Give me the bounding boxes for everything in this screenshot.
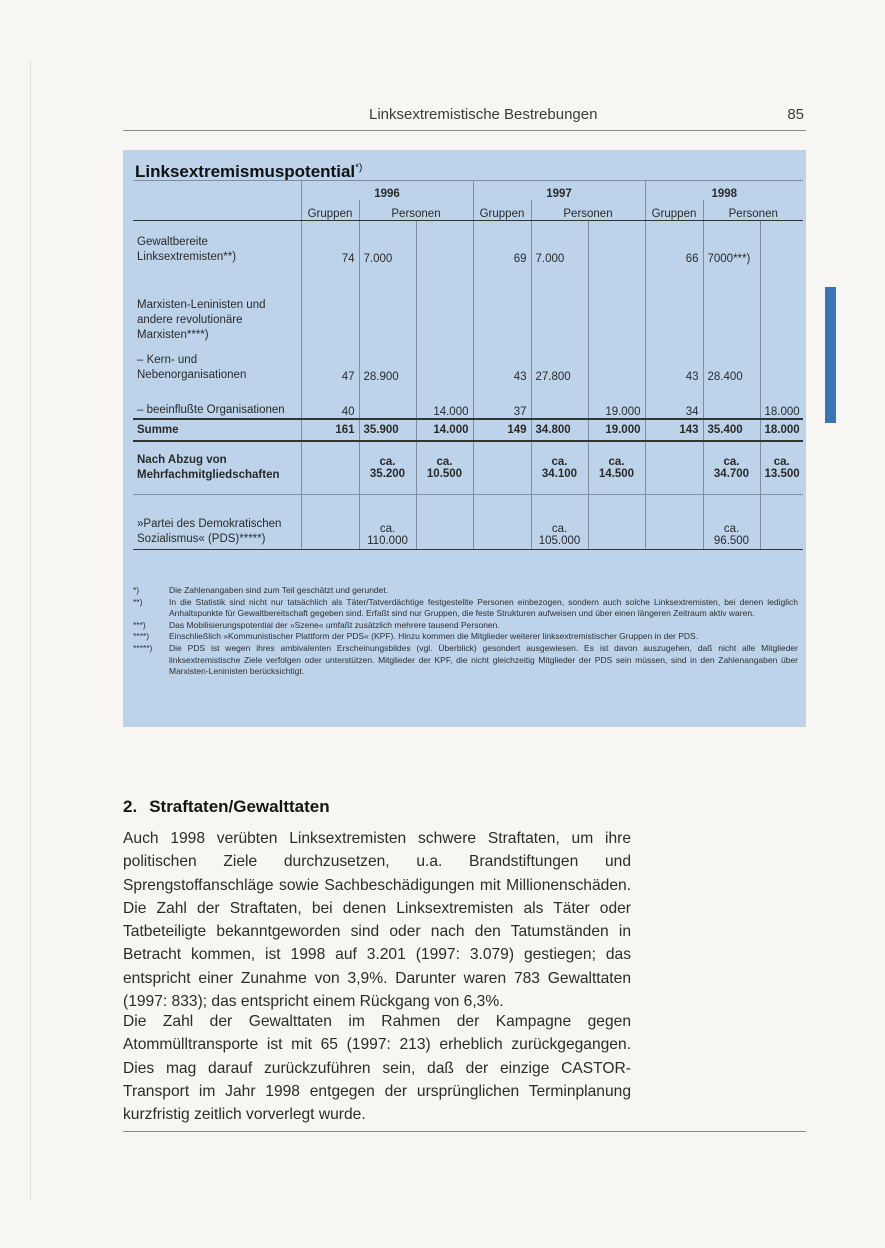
col-persons: Personen xyxy=(359,200,473,221)
cell-persons-influenced xyxy=(760,343,803,383)
cell-groups: 47 xyxy=(301,343,359,383)
col-groups: Gruppen xyxy=(645,200,703,221)
row-label: – Kern- und Nebenorganisationen xyxy=(137,353,247,381)
cell-groups: 74 xyxy=(301,221,359,265)
cell-persons-influenced: 19.000 xyxy=(588,383,645,419)
footnote: ****) Einschließlich »Kommunistischer Plattform der PDS« (KPF). Hinzu kommen die Mitglieder weiterer linksextremistischer Gruppen in der PDS. xyxy=(133,631,699,642)
table-title-text: Linksextremismuspotential xyxy=(135,162,356,181)
cell-groups: 149 xyxy=(473,419,531,441)
cell-persons-influenced: ca. 14.500 xyxy=(588,441,645,495)
cell-groups: 43 xyxy=(645,343,703,383)
cell-persons: ca. 105.000 xyxy=(531,494,588,549)
cell-persons: 7.000 xyxy=(359,221,416,265)
statistics-box xyxy=(123,150,806,727)
cell-persons xyxy=(531,383,588,419)
footnote: ***) Das Mobilisierungspotential der »Szene« umfaßt zusätzlich mehrere tausend Personen. xyxy=(133,619,500,630)
cell-persons-influenced xyxy=(416,343,473,383)
running-title: Linksextremistische Bestrebungen xyxy=(369,106,598,123)
cell-groups: 43 xyxy=(473,343,531,383)
table-row-kern xyxy=(133,343,803,383)
cell-persons-influenced xyxy=(760,221,803,265)
col-persons: Personen xyxy=(703,200,803,221)
year-header: 1998 xyxy=(645,181,803,201)
table-row-pds xyxy=(133,494,803,549)
footnote: **) In die Statistik sind nicht nur tatsächlich als Täter/Tatverdächtige festgestellte Personen einbezogen, sondern auch solche Linksextremisten, bei denen lediglich Anhaltspunkte für Gewaltbereitschaft gegeben sind. Erfaßt sind nur Gruppen, die feste Strukturen aufweisen und über einen längeren Zeitraum aktiv waren. xyxy=(133,596,798,619)
cell-persons-influenced: 14.000 xyxy=(416,383,473,419)
chapter-tab-marker xyxy=(825,287,836,423)
section-number: 2. xyxy=(123,797,138,816)
body-paragraph: Die Zahl der Gewalttaten im Rahmen der Kampagne gegen Atommülltransporte ist mit 65 (1997: 213) erheblich zurückgegangen. Dies mag darauf zurückzuführen sein, daß der einzige CASTOR-Transport im Jahr 1998 entgegen der ursprünglichen Terminplanung kurzfristig zeitlich vorverlegt wurde. xyxy=(123,1013,631,1124)
cell-persons: 34.800 xyxy=(531,419,588,441)
col-groups: Gruppen xyxy=(301,200,359,221)
cell-persons: 7.000 xyxy=(531,221,588,265)
table-row-summe xyxy=(133,419,803,441)
cell-groups: 161 xyxy=(301,419,359,441)
header-rule xyxy=(123,130,806,131)
row-label: Summe xyxy=(133,419,301,441)
footnote: *) Die Zahlenangaben sind zum Teil geschätzt und gerundet. xyxy=(133,585,389,595)
cell-groups: 66 xyxy=(645,221,703,265)
table-row-beeinflusst xyxy=(133,383,803,419)
running-header xyxy=(123,106,806,128)
table-footnotes xyxy=(133,585,798,678)
col-persons: Personen xyxy=(531,200,645,221)
table-row-marxisten xyxy=(133,265,803,343)
cell-groups: 34 xyxy=(645,383,703,419)
cell-persons: 28.900 xyxy=(359,343,416,383)
table-row-abzug xyxy=(133,441,803,495)
year-header-row xyxy=(133,181,803,201)
cell-persons-influenced: 18.000 xyxy=(760,383,803,419)
cell-persons-influenced xyxy=(588,221,645,265)
cell-persons-influenced: 14.000 xyxy=(416,419,473,441)
cell-groups: 40 xyxy=(301,383,359,419)
cell-persons-influenced: ca. 10.500 xyxy=(416,441,473,495)
col-groups: Gruppen xyxy=(473,200,531,221)
section-heading xyxy=(123,797,330,817)
row-label: »Partei des Demokratischen Sozialismus« (PDS)*****) xyxy=(133,494,301,549)
cell-groups: 143 xyxy=(645,419,703,441)
footer-rule xyxy=(123,1131,806,1132)
subheader-row xyxy=(133,200,803,221)
year-header: 1997 xyxy=(473,181,645,201)
cell-persons: ca. 34.100 xyxy=(531,441,588,495)
cell-persons: 27.800 xyxy=(531,343,588,383)
row-label: Marxisten-Leninisten und andere revolutionäre Marxisten****) xyxy=(137,298,266,341)
cell-persons: 35.400 xyxy=(703,419,760,441)
footnote: *****) Die PDS ist wegen ihres ambivalenten Erscheinungsbildes (vgl. Überblick) gesondert ausgewiesen. Es ist davon auszugehen, daß nicht alle Mitglieder linksextremistische Ziele verfolgen oder unterstützen. Mitglieder der KPF, die nicht gleichzeitig Mitglieder der PDS sein müssen, sind in den Zahlenangaben über Marxisten-Leninisten berücksichtigt. xyxy=(133,642,798,677)
cell-persons: 28.400 xyxy=(703,343,760,383)
table-row-gewaltbereite xyxy=(133,221,803,265)
cell-groups: 69 xyxy=(473,221,531,265)
cell-persons-influenced: ca. 13.500 xyxy=(760,441,803,495)
year-header: 1996 xyxy=(301,181,473,201)
scan-edge xyxy=(30,60,39,1200)
cell-persons: ca. 96.500 xyxy=(703,494,760,549)
row-label: Nach Abzug von Mehrfachmitgliedschaften xyxy=(133,441,301,495)
table-title xyxy=(135,162,362,182)
cell-persons-influenced: 19.000 xyxy=(588,419,645,441)
cell-persons: 35.900 xyxy=(359,419,416,441)
cell-persons: ca. 34.700 xyxy=(703,441,760,495)
cell-persons xyxy=(703,383,760,419)
cell-persons: ca. 110.000 xyxy=(359,494,416,549)
table-title-marker: *) xyxy=(355,162,363,174)
cell-persons: ca. 35.200 xyxy=(359,441,416,495)
cell-persons-influenced: 18.000 xyxy=(760,419,803,441)
row-label: – beeinflußte Organisationen xyxy=(137,403,285,416)
section-title: Straftaten/Gewalttaten xyxy=(149,797,330,816)
cell-persons: 7000***) xyxy=(703,221,760,265)
cell-persons-influenced xyxy=(588,343,645,383)
cell-persons xyxy=(359,383,416,419)
row-label: Gewaltbereite Linksextremisten**) xyxy=(137,235,237,263)
cell-groups: 37 xyxy=(473,383,531,419)
body-paragraph: Auch 1998 verübten Linksextremisten schwere Straftaten, um ihre politischen Ziele durchzusetzen, u.a. Brandstiftungen und Sprengstoffanschläge sowie Sachbeschädigungen mit Millionenschäden. Die Zahl der Straftaten, bei denen Linksextremisten als Täter oder Tatbeteiligte bekanntgeworden sind oder nach den Tatumständen in Betracht kommen, ist 1998 auf 3.201 (1997: 3.079) gestiegen; das entspricht einer Zunahme von 3,9%. Darunter waren 783 Gewalttaten (1997: 833); das entspricht einem Rückgang von 6,3%. xyxy=(123,830,631,1011)
cell-persons-influenced xyxy=(416,221,473,265)
potential-table xyxy=(133,180,803,550)
page-number: 85 xyxy=(787,106,804,123)
